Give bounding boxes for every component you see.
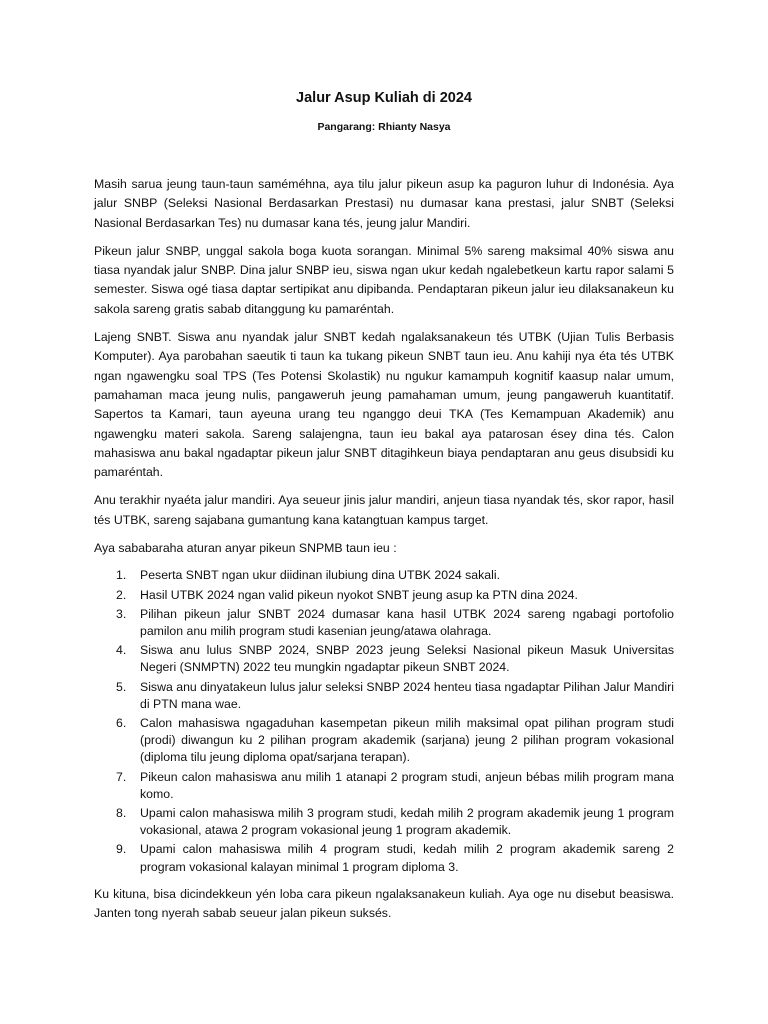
list-item [94,805,674,839]
list-text: Siswa anu dinyatakeun lulus jalur seleksi SNBP 2024 henteu tiasa ngadaptar Pilihan Jalur Mandiri di PTN mana wae. [140,679,674,711]
list-text: Hasil UTBK 2024 ngan valid pikeun nyokot SNBT jeung asup ka PTN dina 2024. [140,587,578,602]
list-number: 3. [116,606,127,621]
list-item [94,567,674,584]
rules-list [94,567,674,875]
list-text: Peserta SNBT ngan ukur diidinan ilubiung dina UTBK 2024 sakali. [140,568,501,583]
list-number: 7. [116,769,127,784]
list-text: Pikeun calon mahasiswa anu milih 1 atanapi 2 program studi, anjeun bébas milih program mana komo. [140,769,674,801]
list-number: 9. [116,842,127,857]
paragraph-snbp: Pikeun jalur SNBP, unggal sakola boga kuota sorangan. Minimal 5% sareng maksimal 40% siswa anu tiasa nyandak jalur SNBP. Dina jalur SNBP ieu, siswa ngan ukur kedah ngalebetkeun kartu rapor salami 5 semester. Siswa ogé tiasa daptar sertipikat anu dipibanda. Pendaptaran pikeun jalur ieu dilaksanakeun ku sakola sareng gratis sabab ditanggung ku pamaréntah. [94,243,674,316]
list-number: 6. [116,715,127,730]
paragraph-snbt: Lajeng SNBT. Siswa anu nyandak jalur SNBT kedah ngalaksanakeun tés UTBK (Ujian Tulis Berbasis Komputer). Aya parobahan saeutik ti taun ka tukang pikeun SNBT taun ieu. Anu kahiji nya éta tés UTBK ngan ngawengku soal TPS (Tes Potensi Skolastik) nu ngukur kamampuh kognitif kaasup nalar umum, pamahaman maca jeung nulis, pangaweruh jeung pamahaman umum, jeung pangaweruh kuantitatif. Sapertos ta Kamari, taun ayeuna urang teu nganggo deui TKA (Tes Kemampuan Akademik) anu ngawengku materi sakola. Sareng salajengna, taun ieu bakal aya patarosan ésey dina tés. Calon mahasiswa anu bakal ngadaptar pikeun jalur SNBT ditagihkeun biaya pendaptaran anu geus disubsidi ku pamaréntah. [94,330,674,480]
paragraph-rules-intro: Aya sababaraha aturan anyar pikeun SNPMB taun ieu : [94,541,397,556]
list-number: 4. [116,643,127,658]
paragraph-closing: Ku kituna, bisa dicindekkeun yén loba cara pikeun ngalaksanakeun kuliah. Aya oge nu disebut beasiswa. Janten tong nyerah sabab seueur jalan pikeun suksés. [94,886,674,921]
list-text: Calon mahasiswa ngagaduhan kasempetan pikeun milih maksimal opat pilihan program studi (prodi) diwangun ku 2 pilihan program akademik (sarjana) jeung 2 pilihan program vokasional (diploma tilu jeung diploma opat/sarjana terapan). [140,715,674,765]
list-item [94,715,674,767]
list-number: 2. [116,587,127,602]
list-number: 5. [116,679,127,694]
list-number: 1. [116,568,127,583]
paragraph-intro: Masih sarua jeung taun-taun saméméhna, aya tilu jalur pikeun asup ka paguron luhur di Indonésia. Aya jalur SNBP (Seleksi Nasional Berdasarkan Prestasi) nu dumasar kana prestasi, jalur SNBT (Seleksi Nasional Berdasarkan Tes) nu dumasar kana tés, jeung jalur Mandiri. [94,177,674,230]
document-author: Pangarang: Rhianty Nasya [317,121,451,133]
list-item [94,642,674,676]
paragraph-mandiri: Anu terakhir nyaéta jalur mandiri. Aya seueur jinis jalur mandiri, anjeun tiasa nyandak tés, skor rapor, hasil tés UTBK, sareng sajabana gumantung kana katangtuan kampus target. [94,493,674,527]
list-text: Siswa anu lulus SNBP 2024, SNBP 2023 jeung Seleksi Nasional pikeun Masuk Universitas Negeri (SNMPTN) 2022 teu mungkin ngadaptar pikeun SNBT 2024. [140,643,674,675]
list-item [94,679,674,713]
list-text: Upami calon mahasiswa milih 4 program studi, kedah milih 2 program akademik sareng 2 program vokasional kalayan minimal 1 program diploma 3. [140,842,674,874]
list-item [94,769,674,803]
document-title: Jalur Asup Kuliah di 2024 [296,90,472,106]
list-item [94,587,674,604]
list-item [94,841,674,875]
list-number: 8. [116,805,127,820]
list-text: Upami calon mahasiswa milih 3 program studi, kedah milih 2 program akademik jeung 1 program vokasional, atawa 2 program vokasional jeung 1 program akademik. [140,805,674,838]
list-item [94,606,674,640]
list-text: Pilihan pikeun jalur SNBT 2024 dumasar kana hasil UTBK 2024 sareng ngabagi portofolio pamilon anu milih program studi kasenian jeung/atawa olahraga. [140,606,674,638]
